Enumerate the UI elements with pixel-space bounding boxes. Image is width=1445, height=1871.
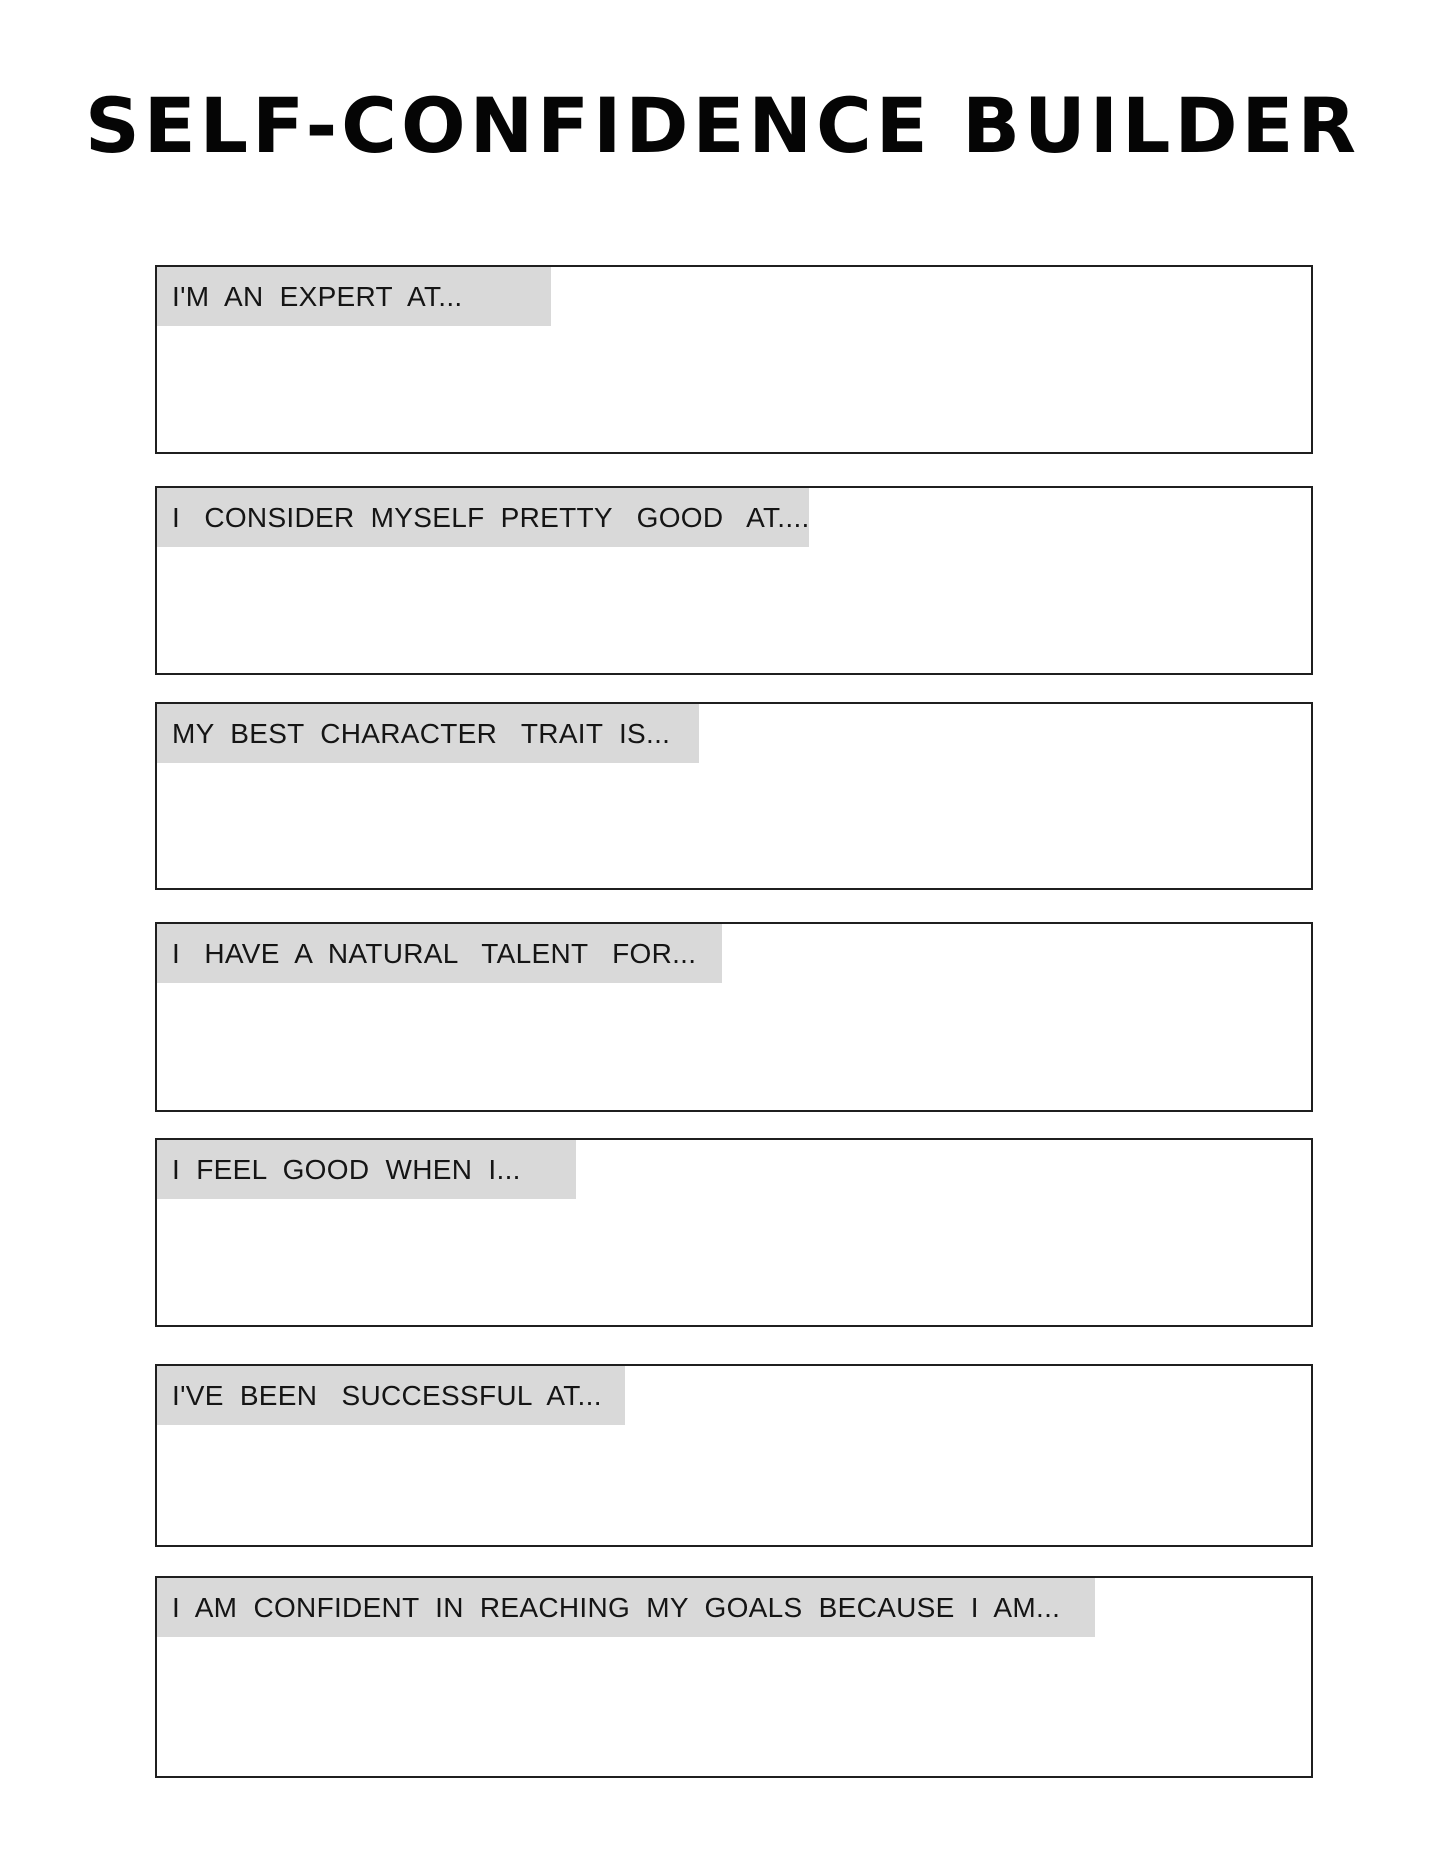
prompt-label (157, 267, 551, 326)
prompt-label-text: I'M AN EXPERT AT... (172, 280, 463, 312)
prompt-label (157, 704, 699, 763)
prompt-label-text: I FEEL GOOD WHEN I... (172, 1153, 521, 1185)
prompt-label-text: I AM CONFIDENT IN REACHING MY GOALS BECAUSE I AM... (172, 1591, 1061, 1623)
prompt-label-text: I HAVE A NATURAL TALENT FOR... (172, 937, 697, 969)
prompt-label (157, 488, 809, 547)
answer-field-pretty-good-at[interactable] (157, 547, 1311, 673)
prompt-label (157, 1366, 625, 1425)
prompt-box-pretty-good-at (155, 486, 1313, 675)
answer-field-best-character-trait[interactable] (157, 763, 1311, 888)
page-title: SELF-CONFIDENCE BUILDER (84, 81, 1360, 170)
answer-field-natural-talent[interactable] (157, 983, 1311, 1110)
prompt-box-been-successful-at (155, 1364, 1313, 1547)
prompt-label-text: I CONSIDER MYSELF PRETTY GOOD AT.... (172, 501, 810, 533)
prompt-box-expert-at (155, 265, 1313, 454)
prompt-box-natural-talent (155, 922, 1313, 1112)
answer-field-feel-good-when[interactable] (157, 1199, 1311, 1325)
answer-field-expert-at[interactable] (157, 326, 1311, 452)
prompt-label-text: MY BEST CHARACTER TRAIT IS... (172, 717, 671, 749)
prompt-label-text: I'VE BEEN SUCCESSFUL AT... (172, 1379, 602, 1411)
answer-field-confident-reaching-goals[interactable] (157, 1637, 1311, 1776)
prompt-label (157, 1140, 576, 1199)
prompt-label (157, 1578, 1095, 1637)
prompt-box-feel-good-when (155, 1138, 1313, 1327)
answer-field-been-successful-at[interactable] (157, 1425, 1311, 1545)
prompt-label (157, 924, 722, 983)
prompt-box-confident-reaching-goals (155, 1576, 1313, 1778)
prompt-box-best-character-trait (155, 702, 1313, 890)
